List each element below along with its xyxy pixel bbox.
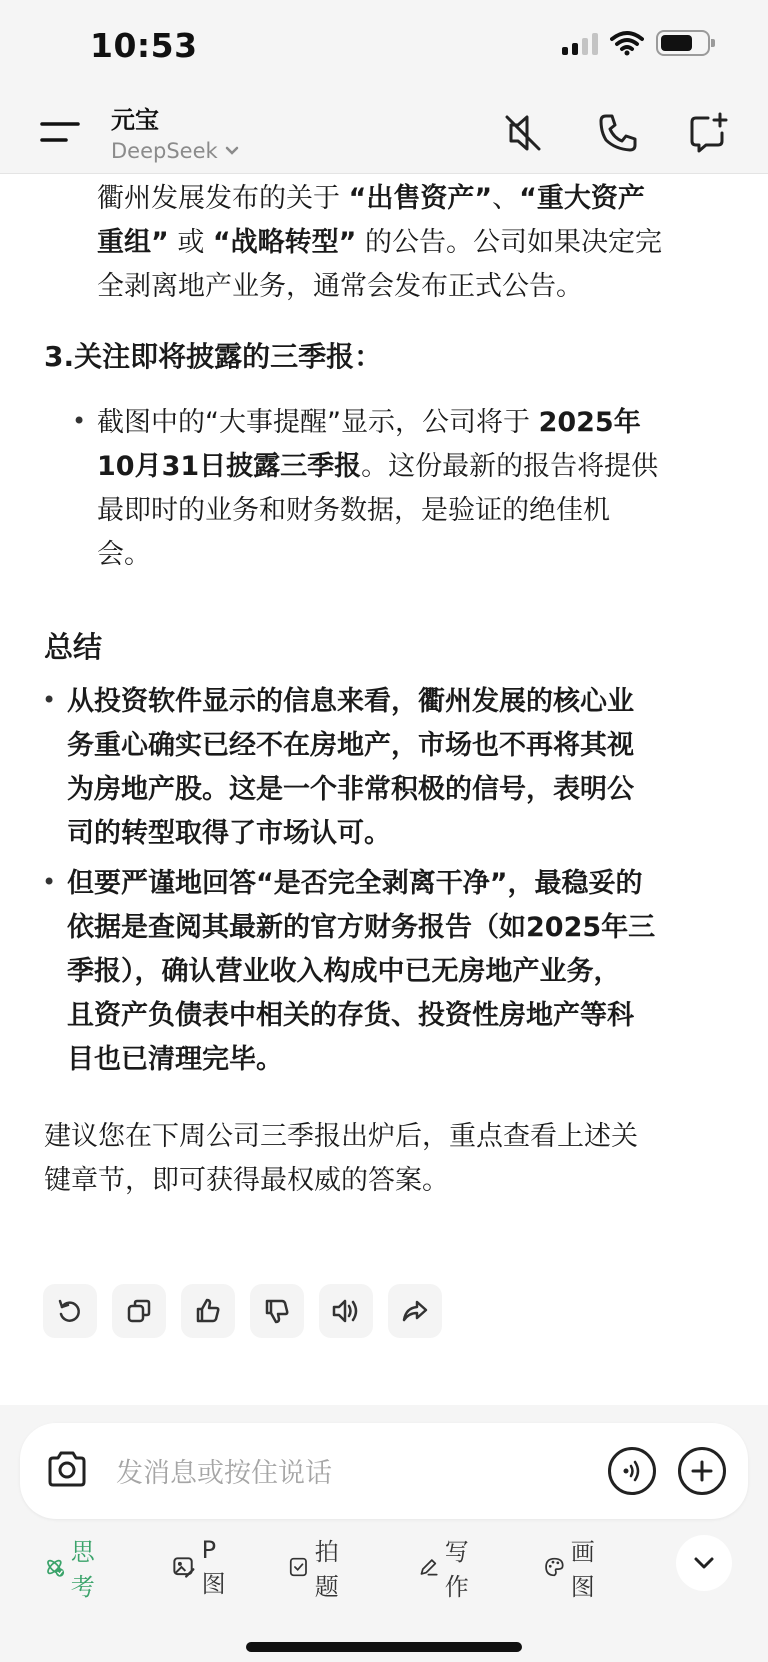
share-button[interactable] (388, 1284, 442, 1338)
tool-scan-question[interactable] (288, 1538, 348, 1601)
tool-think[interactable] (44, 1538, 104, 1601)
summary-line: 司的转型取得了市场认可。 (67, 818, 391, 849)
camera-icon[interactable] (44, 1447, 90, 1493)
think-icon (44, 1552, 65, 1582)
bullet-dot: • (42, 686, 57, 714)
palette-icon (544, 1552, 565, 1582)
copy-button[interactable] (112, 1284, 166, 1338)
menu-icon[interactable] (40, 114, 80, 150)
pen-icon (418, 1552, 439, 1582)
bullet-line: 10月31日披露三季报。这份最新的报告将提供 (97, 451, 659, 482)
chat-content[interactable] (0, 175, 768, 1405)
summary-line: 目也已清理完毕。 (67, 1044, 283, 1075)
summary-line: 务重心确实已经不在房地产，市场也不再将其视 (67, 730, 634, 761)
scan-question-icon (288, 1552, 309, 1582)
summary-line: 为房地产股。这是一个非常积极的信号，表明公 (67, 774, 634, 805)
paragraph-line: 重组” 或 “战略转型” 的公告。公司如果决定完 (97, 227, 663, 258)
closing-line: 键章节，即可获得最权威的答案。 (44, 1165, 449, 1196)
thumbs-down-icon (263, 1297, 291, 1325)
section-title: 3.关注即将披露的三季报： (44, 340, 383, 373)
bullet-line: 最即时的业务和财务数据，是验证的绝佳机 (97, 495, 610, 526)
tool-label: 拍题 (314, 1538, 339, 1601)
app-title: 元宝 (111, 106, 159, 134)
summary-line: 从投资软件显示的信息来看，衢州发展的核心业 (67, 686, 634, 717)
status-icons (562, 30, 710, 56)
mute-button[interactable] (498, 108, 548, 158)
tool-drawing[interactable] (544, 1538, 604, 1601)
tool-photo-edit[interactable] (172, 1535, 232, 1598)
voice-input-button[interactable] (608, 1447, 656, 1495)
add-attachment-button[interactable] (678, 1447, 726, 1495)
voice-wave-icon (619, 1458, 645, 1484)
image-edit-icon (172, 1552, 196, 1582)
new-chat-button[interactable] (683, 108, 733, 158)
status-time: 10:53 (90, 26, 198, 65)
plus-icon (690, 1459, 714, 1483)
title-block[interactable] (111, 100, 240, 163)
model-name: DeepSeek (111, 139, 218, 163)
tool-label: 思考 (70, 1538, 95, 1601)
summary-line: 且资产负债表中相关的存货、投资性房地产等科 (67, 1000, 634, 1031)
status-bar (0, 0, 768, 92)
paragraph-line: 全剥离地产业务，通常会发布正式公告。 (97, 271, 583, 302)
call-button[interactable] (593, 108, 643, 158)
battery-icon (656, 30, 710, 56)
tool-label: 写作 (444, 1538, 469, 1601)
tool-writing[interactable] (418, 1538, 478, 1601)
new-chat-icon (686, 111, 730, 155)
copy-icon (125, 1297, 153, 1325)
summary-title: 总结 (44, 630, 103, 664)
regenerate-button[interactable] (43, 1284, 97, 1338)
muted-speaker-icon (501, 111, 545, 155)
model-selector[interactable] (111, 139, 240, 163)
paragraph-line: 衢州发展发布的关于 “出售资产”、“重大资产 (97, 183, 645, 214)
closing-line: 建议您在下周公司三季报出炉后，重点查看上述关 (44, 1121, 638, 1152)
read-aloud-button[interactable] (319, 1284, 373, 1338)
thumbs-up-icon (194, 1297, 222, 1325)
bullet-dot: • (42, 868, 57, 896)
bullet-dot: • (72, 407, 87, 435)
expand-tools-button[interactable] (676, 1535, 732, 1591)
refresh-icon (56, 1297, 84, 1325)
dislike-button[interactable] (250, 1284, 304, 1338)
message-input-placeholder[interactable]: 发消息或按住说话 (116, 1458, 332, 1489)
home-indicator (246, 1642, 522, 1652)
summary-line: 季报），确认营业收入构成中已无房地产业务， (67, 956, 621, 987)
bullet-line: 会。 (97, 539, 151, 570)
summary-line: 依据是查阅其最新的官方财务报告（如2025年三 (67, 912, 656, 943)
summary-line: 但要严谨地回答“是否完全剥离干净”，最稳妥的 (67, 868, 643, 899)
message-input-box[interactable] (20, 1423, 748, 1519)
composer-area (0, 1405, 768, 1662)
chevron-down-icon (692, 1555, 716, 1571)
like-button[interactable] (181, 1284, 235, 1338)
speaker-icon (331, 1297, 361, 1325)
cellular-signal-icon (562, 31, 598, 55)
tool-label: 画图 (570, 1538, 595, 1601)
chevron-down-icon (224, 145, 240, 157)
wifi-icon (610, 30, 644, 56)
phone-icon (597, 112, 639, 154)
share-icon (401, 1297, 429, 1325)
bullet-line: 截图中的“大事提醒”显示，公司将于 2025年 (97, 407, 641, 438)
app-header (0, 92, 768, 174)
message-actions (43, 1284, 442, 1338)
tool-label: P图 (201, 1535, 226, 1598)
